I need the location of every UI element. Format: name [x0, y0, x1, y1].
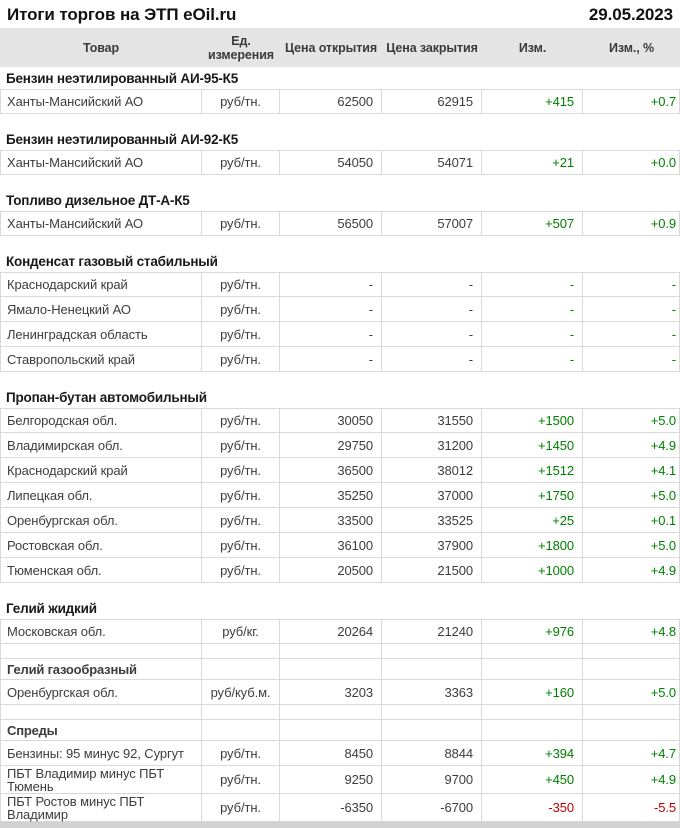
unit-cell: руб/тн. [202, 794, 280, 821]
spacer-cell [202, 644, 280, 658]
spacer-cell [280, 236, 382, 250]
open-price-cell: 3203 [280, 680, 382, 704]
unit-cell: руб/тн. [202, 458, 280, 482]
section-spacer [0, 705, 680, 719]
change-cell: +450 [482, 766, 583, 793]
spacer-cell [202, 114, 280, 128]
product-cell: Краснодарский край [0, 458, 202, 482]
change-cell: +976 [482, 620, 583, 643]
close-price-cell: 21240 [382, 620, 482, 643]
section-header-cell [382, 720, 482, 740]
open-price-cell: - [280, 273, 382, 296]
spacer-cell [583, 175, 680, 189]
close-price-cell: - [382, 347, 482, 371]
section [0, 67, 680, 114]
change-pct-cell: +5.0 [583, 533, 680, 557]
change-pct-cell: +0.7 [583, 90, 680, 113]
table-row [0, 483, 680, 508]
product-cell: Владимирская обл. [0, 433, 202, 457]
change-pct-cell: - [583, 347, 680, 371]
open-price-cell: - [280, 347, 382, 371]
section-header-cell [482, 720, 583, 740]
change-cell: +1512 [482, 458, 583, 482]
unit-cell: руб/куб.м. [202, 680, 280, 704]
open-price-cell: 29750 [280, 433, 382, 457]
close-price-cell: -6700 [382, 794, 482, 821]
change-pct-cell: +4.9 [583, 433, 680, 457]
section-header-row [0, 386, 680, 408]
section-header-cell [583, 659, 680, 679]
change-cell: +1800 [482, 533, 583, 557]
section-header-cell [280, 659, 382, 679]
section-header-row [0, 189, 680, 211]
open-price-cell: 30050 [280, 409, 382, 432]
spacer-cell [0, 583, 202, 597]
section-header-cell [382, 659, 482, 679]
section-rows [0, 741, 680, 822]
section [0, 189, 680, 236]
column-header-product: Товар [82, 40, 120, 55]
spacer-cell [202, 175, 280, 189]
table-row [0, 458, 680, 483]
section-title: Бензин неэтилированный АИ-95-К5 [6, 70, 239, 86]
column-header-open-price: Цена открытия [284, 40, 378, 55]
change-cell: +25 [482, 508, 583, 532]
unit-cell: руб/тн. [202, 273, 280, 296]
spacer-cell [202, 372, 280, 386]
table-row [0, 347, 680, 372]
spacer-cell [382, 644, 482, 658]
product-cell: Ямало-Ненецкий АО [0, 297, 202, 321]
spacer-cell [0, 644, 202, 658]
change-pct-cell: +5.0 [583, 409, 680, 432]
product-cell: Ханты-Мансийский АО [0, 151, 202, 174]
column-header-unit: Ед. измерения [207, 33, 274, 62]
product-cell: Краснодарский край [0, 273, 202, 296]
unit-cell: руб/тн. [202, 212, 280, 235]
open-price-cell: 20264 [280, 620, 382, 643]
close-price-cell: 31200 [382, 433, 482, 457]
open-price-cell: - [280, 297, 382, 321]
section-header-cell [280, 720, 382, 740]
spacer-cell [280, 583, 382, 597]
table-row [0, 619, 680, 644]
change-cell: +394 [482, 741, 583, 765]
spacer-cell [583, 644, 680, 658]
table-row [0, 272, 680, 297]
spacer-cell [482, 644, 583, 658]
column-header-change: Изм. [518, 40, 547, 55]
close-price-cell: 31550 [382, 409, 482, 432]
open-price-cell: - [280, 322, 382, 346]
spacer-cell [280, 644, 382, 658]
spacer-cell [0, 236, 202, 250]
section [0, 386, 680, 583]
unit-cell: руб/тн. [202, 151, 280, 174]
unit-cell: руб/тн. [202, 409, 280, 432]
change-pct-cell: +5.0 [583, 680, 680, 704]
spacer-cell [280, 175, 382, 189]
unit-cell: руб/тн. [202, 508, 280, 532]
change-cell: - [482, 322, 583, 346]
open-price-cell: -6350 [280, 794, 382, 821]
column-header-row [0, 28, 680, 67]
change-pct-cell: - [583, 322, 680, 346]
section-header-cell [583, 720, 680, 740]
close-price-cell: - [382, 322, 482, 346]
open-price-cell: 36100 [280, 533, 382, 557]
spacer-cell [280, 705, 382, 719]
product-cell: Ханты-Мансийский АО [0, 90, 202, 113]
close-price-cell: 37000 [382, 483, 482, 507]
table-row [0, 150, 680, 175]
section-title: Бензин неэтилированный АИ-92-К5 [6, 131, 239, 147]
section-header-cell [482, 659, 583, 679]
table-row [0, 211, 680, 236]
unit-cell: руб/тн. [202, 297, 280, 321]
spacer-cell [382, 175, 482, 189]
product-cell: Оренбургская обл. [0, 680, 202, 704]
product-cell: Белгородская обл. [0, 409, 202, 432]
section-spacer [0, 583, 680, 597]
change-cell: +1750 [482, 483, 583, 507]
section-rows [0, 680, 680, 705]
spacer-cell [482, 705, 583, 719]
section [0, 719, 680, 822]
close-price-cell: - [382, 273, 482, 296]
section-spacer [0, 236, 680, 250]
change-cell: +1000 [482, 558, 583, 582]
spacer-cell [280, 114, 382, 128]
section-header-row [0, 597, 680, 619]
spacer-cell [382, 236, 482, 250]
report-date: 29.05.2023 [588, 5, 673, 24]
section-header-row [0, 67, 680, 89]
product-cell: Тюменская обл. [0, 558, 202, 582]
table-row [0, 794, 680, 822]
table-row [0, 741, 680, 766]
change-cell: +507 [482, 212, 583, 235]
product-cell: Ханты-Мансийский АО [0, 212, 202, 235]
section-rows [0, 150, 680, 175]
open-price-cell: 33500 [280, 508, 382, 532]
open-price-cell: 62500 [280, 90, 382, 113]
spacer-cell [482, 583, 583, 597]
column-header-change-pct: Изм., % [609, 40, 654, 55]
change-pct-cell: +5.0 [583, 483, 680, 507]
product-cell: Московская обл. [0, 620, 202, 643]
spacer-cell [583, 114, 680, 128]
change-pct-cell: +0.0 [583, 151, 680, 174]
change-cell: +415 [482, 90, 583, 113]
change-cell: - [482, 273, 583, 296]
close-price-cell: 3363 [382, 680, 482, 704]
section-header-row [0, 128, 680, 150]
section-rows [0, 89, 680, 114]
unit-cell: руб/тн. [202, 433, 280, 457]
section-header-cell [202, 720, 280, 740]
change-pct-cell: +4.8 [583, 620, 680, 643]
spacer-cell [583, 583, 680, 597]
open-price-cell: 35250 [280, 483, 382, 507]
spacer-cell [382, 372, 482, 386]
close-price-cell: 38012 [382, 458, 482, 482]
section-spacer [0, 175, 680, 189]
close-price-cell: - [382, 297, 482, 321]
change-pct-cell: - [583, 273, 680, 296]
table-row [0, 508, 680, 533]
product-cell: ПБТ Ростов минус ПБТ Владимир [0, 794, 202, 821]
table-row [0, 297, 680, 322]
table-row [0, 408, 680, 433]
spacer-cell [280, 372, 382, 386]
section-title: Гелий газообразный [0, 659, 202, 679]
section-spacer [0, 114, 680, 128]
close-price-cell: 8844 [382, 741, 482, 765]
section-rows [0, 211, 680, 236]
change-cell: +1500 [482, 409, 583, 432]
spacer-cell [482, 236, 583, 250]
section-spacer [0, 644, 680, 658]
section-title: Конденсат газовый стабильный [6, 253, 218, 269]
change-cell: +160 [482, 680, 583, 704]
unit-cell: руб/тн. [202, 533, 280, 557]
open-price-cell: 54050 [280, 151, 382, 174]
change-cell: +21 [482, 151, 583, 174]
change-cell: +1450 [482, 433, 583, 457]
change-pct-cell: - [583, 297, 680, 321]
close-price-cell: 9700 [382, 766, 482, 793]
spacer-cell [583, 705, 680, 719]
change-pct-cell: +4.9 [583, 766, 680, 793]
section-spacer [0, 372, 680, 386]
spacer-cell [202, 236, 280, 250]
spacer-cell [0, 372, 202, 386]
product-cell: ПБТ Владимир минус ПБТ Тюмень [0, 766, 202, 793]
open-price-cell: 56500 [280, 212, 382, 235]
open-price-cell: 9250 [280, 766, 382, 793]
product-cell: Ленинградская область [0, 322, 202, 346]
section-title: Спреды [0, 720, 202, 740]
unit-cell: руб/тн. [202, 347, 280, 371]
bottom-scrollbar[interactable] [0, 822, 680, 828]
close-price-cell: 37900 [382, 533, 482, 557]
change-cell: -350 [482, 794, 583, 821]
table-body [0, 67, 680, 822]
section [0, 250, 680, 372]
section-rows [0, 272, 680, 372]
change-pct-cell: -5.5 [583, 794, 680, 821]
change-pct-cell: +4.1 [583, 458, 680, 482]
table-row [0, 89, 680, 114]
spacer-cell [0, 114, 202, 128]
open-price-cell: 36500 [280, 458, 382, 482]
close-price-cell: 57007 [382, 212, 482, 235]
table-row [0, 533, 680, 558]
table-row [0, 558, 680, 583]
change-pct-cell: +0.1 [583, 508, 680, 532]
spacer-cell [583, 236, 680, 250]
change-pct-cell: +4.9 [583, 558, 680, 582]
section-header-row [0, 719, 680, 741]
unit-cell: руб/кг. [202, 620, 280, 643]
page-title: Итоги торгов на ЭТП eOil.ru [7, 5, 237, 24]
table-row [0, 766, 680, 794]
page-header [0, 0, 680, 28]
table-row [0, 680, 680, 705]
close-price-cell: 54071 [382, 151, 482, 174]
change-cell: - [482, 297, 583, 321]
product-cell: Оренбургская обл. [0, 508, 202, 532]
table-row [0, 322, 680, 347]
spacer-cell [382, 705, 482, 719]
section-rows [0, 408, 680, 583]
spacer-cell [0, 705, 202, 719]
section-header-row [0, 658, 680, 680]
spacer-cell [202, 705, 280, 719]
unit-cell: руб/тн. [202, 90, 280, 113]
unit-cell: руб/тн. [202, 322, 280, 346]
change-cell: - [482, 347, 583, 371]
section-title: Топливо дизельное ДТ-А-К5 [6, 192, 190, 208]
section-header-cell [202, 659, 280, 679]
spacer-cell [482, 175, 583, 189]
section [0, 128, 680, 175]
spacer-cell [202, 583, 280, 597]
close-price-cell: 62915 [382, 90, 482, 113]
spacer-cell [482, 372, 583, 386]
close-price-cell: 21500 [382, 558, 482, 582]
spacer-cell [482, 114, 583, 128]
section-header-row [0, 250, 680, 272]
section [0, 597, 680, 644]
close-price-cell: 33525 [382, 508, 482, 532]
section [0, 658, 680, 705]
unit-cell: руб/тн. [202, 766, 280, 793]
spacer-cell [0, 175, 202, 189]
unit-cell: руб/тн. [202, 558, 280, 582]
spacer-cell [382, 583, 482, 597]
spacer-cell [583, 372, 680, 386]
spacer-cell [382, 114, 482, 128]
product-cell: Ставропольский край [0, 347, 202, 371]
product-cell: Бензины: 95 минус 92, Сургут [0, 741, 202, 765]
change-pct-cell: +0.9 [583, 212, 680, 235]
table-row [0, 433, 680, 458]
product-cell: Ростовская обл. [0, 533, 202, 557]
open-price-cell: 20500 [280, 558, 382, 582]
unit-cell: руб/тн. [202, 483, 280, 507]
unit-cell: руб/тн. [202, 741, 280, 765]
change-pct-cell: +4.7 [583, 741, 680, 765]
section-rows [0, 619, 680, 644]
product-cell: Липецкая обл. [0, 483, 202, 507]
column-header-close-price: Цена закрытия [386, 40, 478, 55]
open-price-cell: 8450 [280, 741, 382, 765]
section-title: Пропан-бутан автомобильный [6, 389, 207, 405]
section-title: Гелий жидкий [6, 600, 97, 616]
